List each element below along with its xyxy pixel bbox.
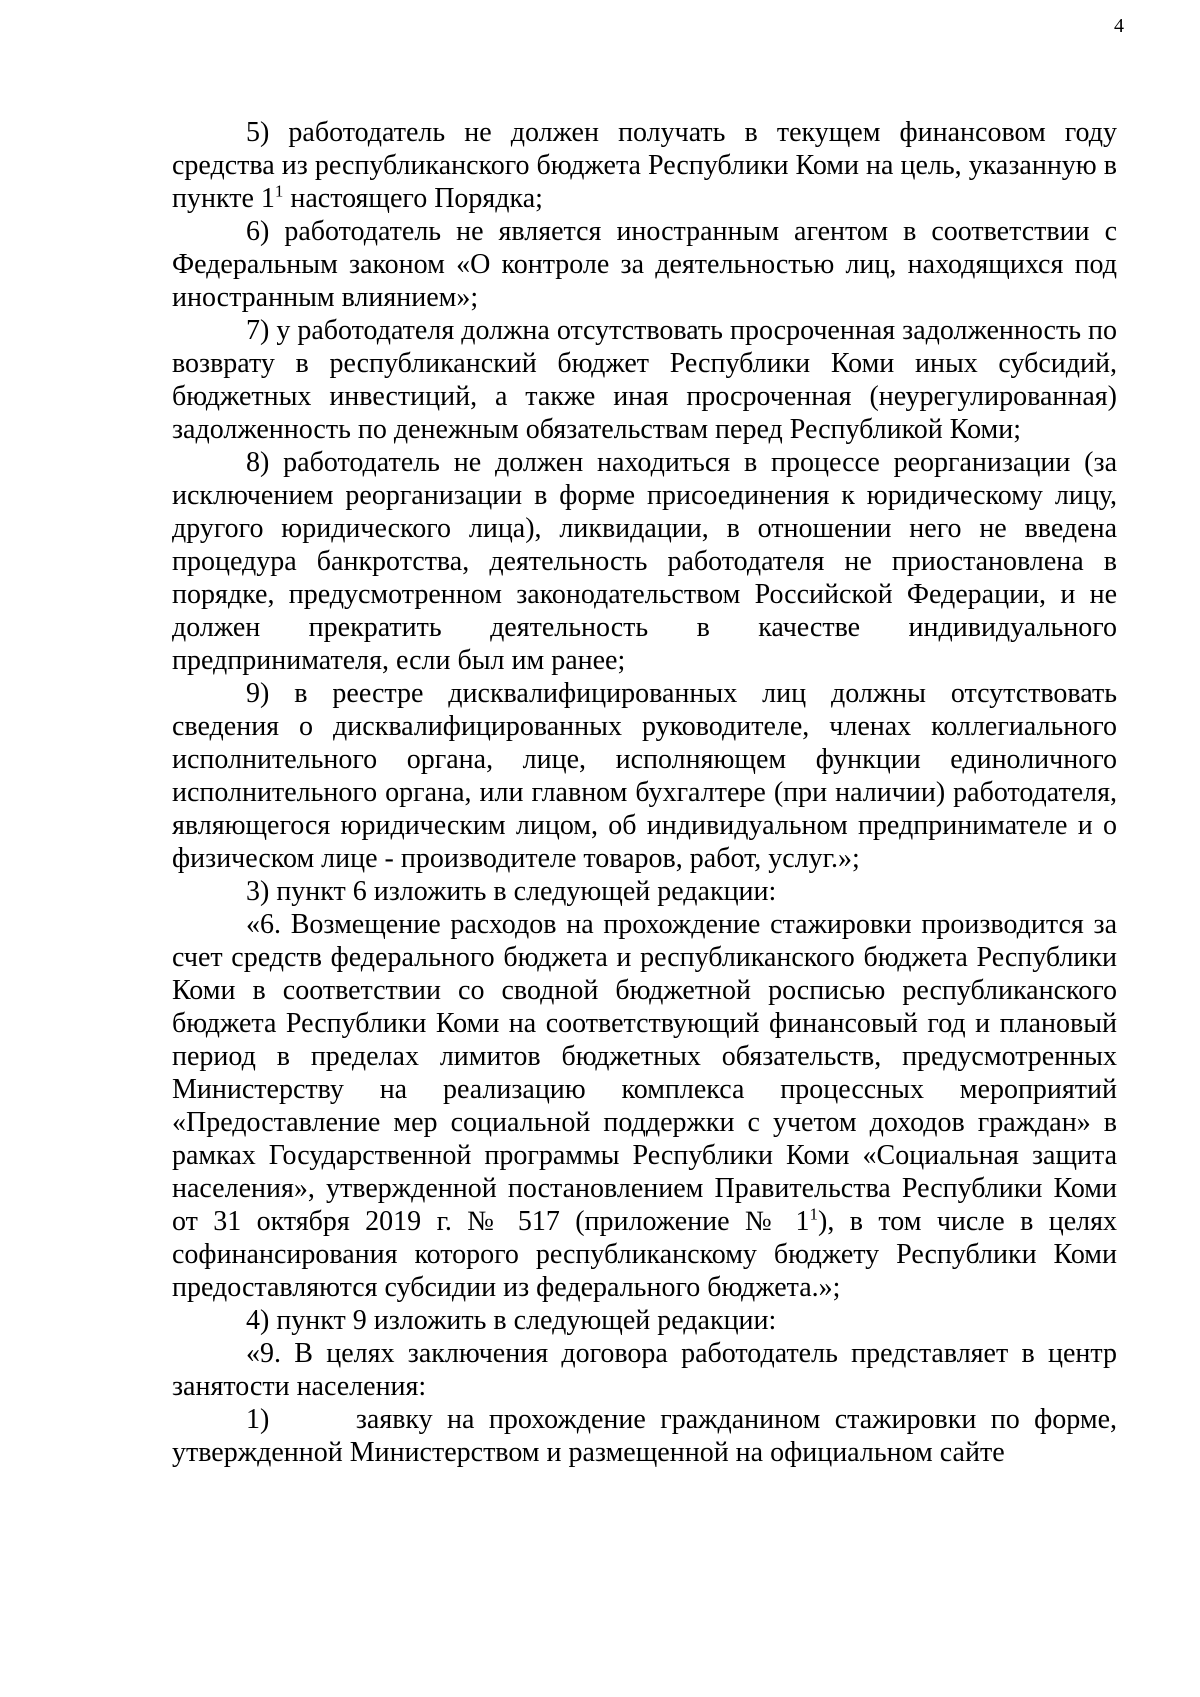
paragraph-text-tail: ), в том числе в целях софинансирования которого республиканскому бюджету Республики Коми предоставляются субсидии из федерального бюджета.»;: [172, 1206, 1117, 1303]
paragraph-text: 4) пункт 9 изложить в следующей редакции:: [246, 1305, 777, 1336]
paragraph-text: 3) пункт 6 изложить в следующей редакции:: [246, 876, 777, 907]
paragraph-text-tail: настоящего Порядка;: [283, 183, 543, 214]
paragraph-item-6: [172, 215, 1117, 314]
document-body: [172, 116, 1124, 1469]
superscript: 1: [809, 1204, 819, 1224]
paragraph-item-5: [172, 116, 1117, 215]
paragraph-point-6: [172, 908, 1117, 1304]
paragraph-item-9: [172, 677, 1117, 875]
paragraph-text: 6) работодатель не является иностранным агентом в соответствии с Федеральным законом «О контроле за деятельностью лиц, находящихся под иностранным влиянием»;: [172, 216, 1117, 313]
paragraph-subitem-1: [172, 1403, 1124, 1469]
superscript: 1: [274, 181, 284, 201]
paragraph-text: 9) в реестре дисквалифицированных лиц должны отсутствовать сведения о дисквалифицированных руководителе, членах коллегиального исполнительного органа, лице, исполняющем функции единоличного исполнительного органа, или главном бухгалтере (при наличии) работодателя, являющегося юридическим лицом, об индивидуальном предпринимателе и о физическом лице - производителе товаров, работ, услуг.»;: [172, 678, 1117, 874]
paragraph-amendment-3: [172, 875, 1117, 908]
paragraph-item-8: [172, 446, 1117, 677]
paragraph-text: «6. Возмещение расходов на прохождение стажировки производится за счет средств федерального бюджета и республиканского бюджета Республики Коми в соответствии со сводной бюджетной росписью республиканского бюджета Республики Коми на соответствующий финансовый год и плановый период в пределах лимитов бюджетных обязательств, предусмотренных Министерству на реализацию комплекса процессных мероприятий «Предоставление мер социальной поддержки с учетом доходов граждан» в рамках Государственной программы Республики Коми «Социальная защита населения», утвержденной постановлением Правительства Республики Коми от 31 октября 2019 г. № 517 (приложение № 1: [172, 909, 1117, 1237]
page-number: 4: [1114, 15, 1124, 37]
paragraph-point-9: [172, 1337, 1117, 1403]
paragraph-amendment-4: [172, 1304, 1117, 1337]
paragraph-text: 5) работодатель не должен получать в текущем финансовом году средства из республиканского бюджета Республики Коми на цель, указанную в пункте 1: [172, 117, 1117, 214]
paragraph-text: «9. В целях заключения договора работодатель представляет в центр занятости населения:: [172, 1338, 1117, 1402]
paragraph-item-7: [172, 314, 1117, 446]
paragraph-text: 1) заявку на прохождение гражданином стажировки по форме, утвержденной Министерством и размещенной на официальном сайте: [172, 1404, 1124, 1468]
paragraph-text: 7) у работодателя должна отсутствовать просроченная задолженность по возврату в республиканский бюджет Республики Коми иных субсидий, бюджетных инвестиций, а также иная просроченная (неурегулированная) задолженность по денежным обязательствам перед Республикой Коми;: [172, 315, 1117, 445]
paragraph-text: 8) работодатель не должен находиться в процессе реорганизации (за исключением реорганизации в форме присоединения к юридическому лицу, другого юридического лица), ликвидации, в отношении него не введена процедура банкротства, деятельность работодателя не приостановлена в порядке, предусмотренном законодательством Российской Федерации, и не должен прекратить деятельность в качестве индивидуального предпринимателя, если был им ранее;: [172, 447, 1117, 676]
